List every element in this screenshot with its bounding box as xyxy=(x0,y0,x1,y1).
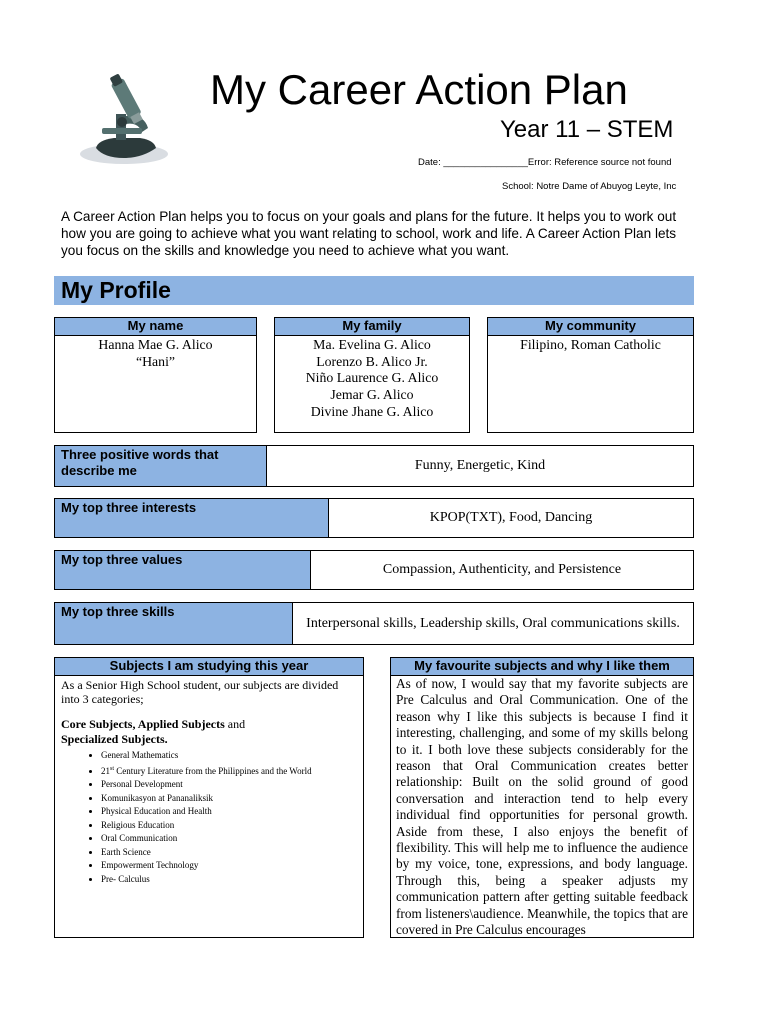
family-member: Lorenzo B. Alico Jr. xyxy=(316,353,428,369)
positive-words-row xyxy=(54,445,694,487)
list-item: • Religious Education xyxy=(101,819,357,833)
my-name-heading: My name xyxy=(55,318,256,336)
my-family-box xyxy=(274,317,470,433)
school-field: School: Notre Dame of Abuyog Leyte, Inc xyxy=(502,181,677,192)
my-family-content xyxy=(275,336,469,421)
nickname-line: “Hani” xyxy=(135,353,176,369)
list-item: • Empowerment Technology xyxy=(101,859,357,873)
skills-value: Interpersonal skills, Leadership skills, Oral communications skills. xyxy=(306,615,680,631)
my-community-box xyxy=(487,317,694,433)
list-item: • General Mathematics xyxy=(101,749,357,763)
interests-value: KPOP(TXT), Food, Dancing xyxy=(429,510,593,525)
family-member: Divine Jhane G. Alico xyxy=(310,403,434,419)
skills-row xyxy=(54,602,694,645)
categories-line-2: Specialized Subjects. xyxy=(61,732,168,746)
subjects-content xyxy=(55,676,363,888)
list-item: • Earth Science xyxy=(101,846,357,860)
intro-paragraph: A Career Action Plan helps you to focus on your goals and plans for the future. It helps you to work out how you are going to achieve what you want relating to school, work and life. A Career Action Plan lets you focus on the skills and knowledge you need to achieve what you want. xyxy=(61,209,677,258)
list-item: • Komunikasyon at Pananaliksik xyxy=(101,792,357,806)
positive-words-value: Funny, Energetic, Kind xyxy=(414,458,546,473)
profile-section-title: My Profile xyxy=(61,277,171,303)
interests-row xyxy=(54,498,694,538)
my-name-box xyxy=(54,317,257,433)
positive-words-label: Three positive words that describe me xyxy=(55,446,267,486)
favourite-subjects-heading: My favourite subjects and why I like them xyxy=(391,658,693,676)
values-row xyxy=(54,550,694,590)
family-member: Niño Laurence G. Alico xyxy=(305,370,439,386)
list-item: • Pre- Calculus xyxy=(101,873,357,887)
skills-label: My top three skills xyxy=(55,603,293,644)
list-item: • Personal Development xyxy=(101,778,357,792)
subject-list xyxy=(61,749,357,886)
subjects-heading: Subjects I am studying this year xyxy=(55,658,363,676)
favourite-subjects-box xyxy=(390,657,694,938)
list-item: • Oral Communication xyxy=(101,832,357,846)
interests-label: My top three interests xyxy=(55,499,329,537)
categories-and: and xyxy=(224,717,246,731)
list-item: • Physical Education and Health xyxy=(101,805,357,819)
family-member: Ma. Evelina G. Alico xyxy=(313,337,431,352)
categories-line-1: Core Subjects, Applied Subjects xyxy=(61,717,225,731)
page-title: My Career Action Plan xyxy=(210,66,628,113)
values-label: My top three values xyxy=(55,551,311,589)
my-family-heading: My family xyxy=(275,318,469,336)
page-subtitle: Year 11 – STEM xyxy=(500,116,674,143)
date-field: Date: ________________Error: Reference source not found xyxy=(418,157,672,168)
subjects-categories xyxy=(61,717,357,747)
my-name-content xyxy=(55,336,256,370)
subjects-intro: As a Senior High School student, our subjects are divided into 3 categories; xyxy=(61,678,339,706)
list-item: • 21st Century Literature from the Philippines and the World xyxy=(101,763,357,779)
my-community-content xyxy=(488,336,693,354)
family-member: Jemar G. Alico xyxy=(330,387,414,403)
my-community-heading: My community xyxy=(488,318,693,336)
community-line: Filipino, Roman Catholic xyxy=(520,337,661,352)
microscope-icon xyxy=(62,70,202,170)
name-line: Hanna Mae G. Alico xyxy=(98,337,213,352)
values-value: Compassion, Authenticity, and Persistence xyxy=(382,562,622,577)
favourite-subjects-text: As of now, I would say that my favorite subjects are Pre Calculus and Oral Communication. One of the reason why I like this subjects is because I find it interesting, challenging, and some of my skills belong to it. I both love these subjects considerably for the reason that Oral Communication creates better relationship: Built on the solid ground of good conversation and interaction tend to help every individual find opportunities for personal growth. Aside from these, I also enjoys the benefit of flexibility. This will help me to influence the audience by my voice, tone, expressions, and body language. Through this, being a speaker adjusts my communication pattern after getting suitable feedback from listeners\audience. Meanwhile, the topics that are covered in Pre Calculus encourages xyxy=(396,676,688,938)
profile-section-bar xyxy=(54,276,694,305)
subjects-box xyxy=(54,657,364,938)
